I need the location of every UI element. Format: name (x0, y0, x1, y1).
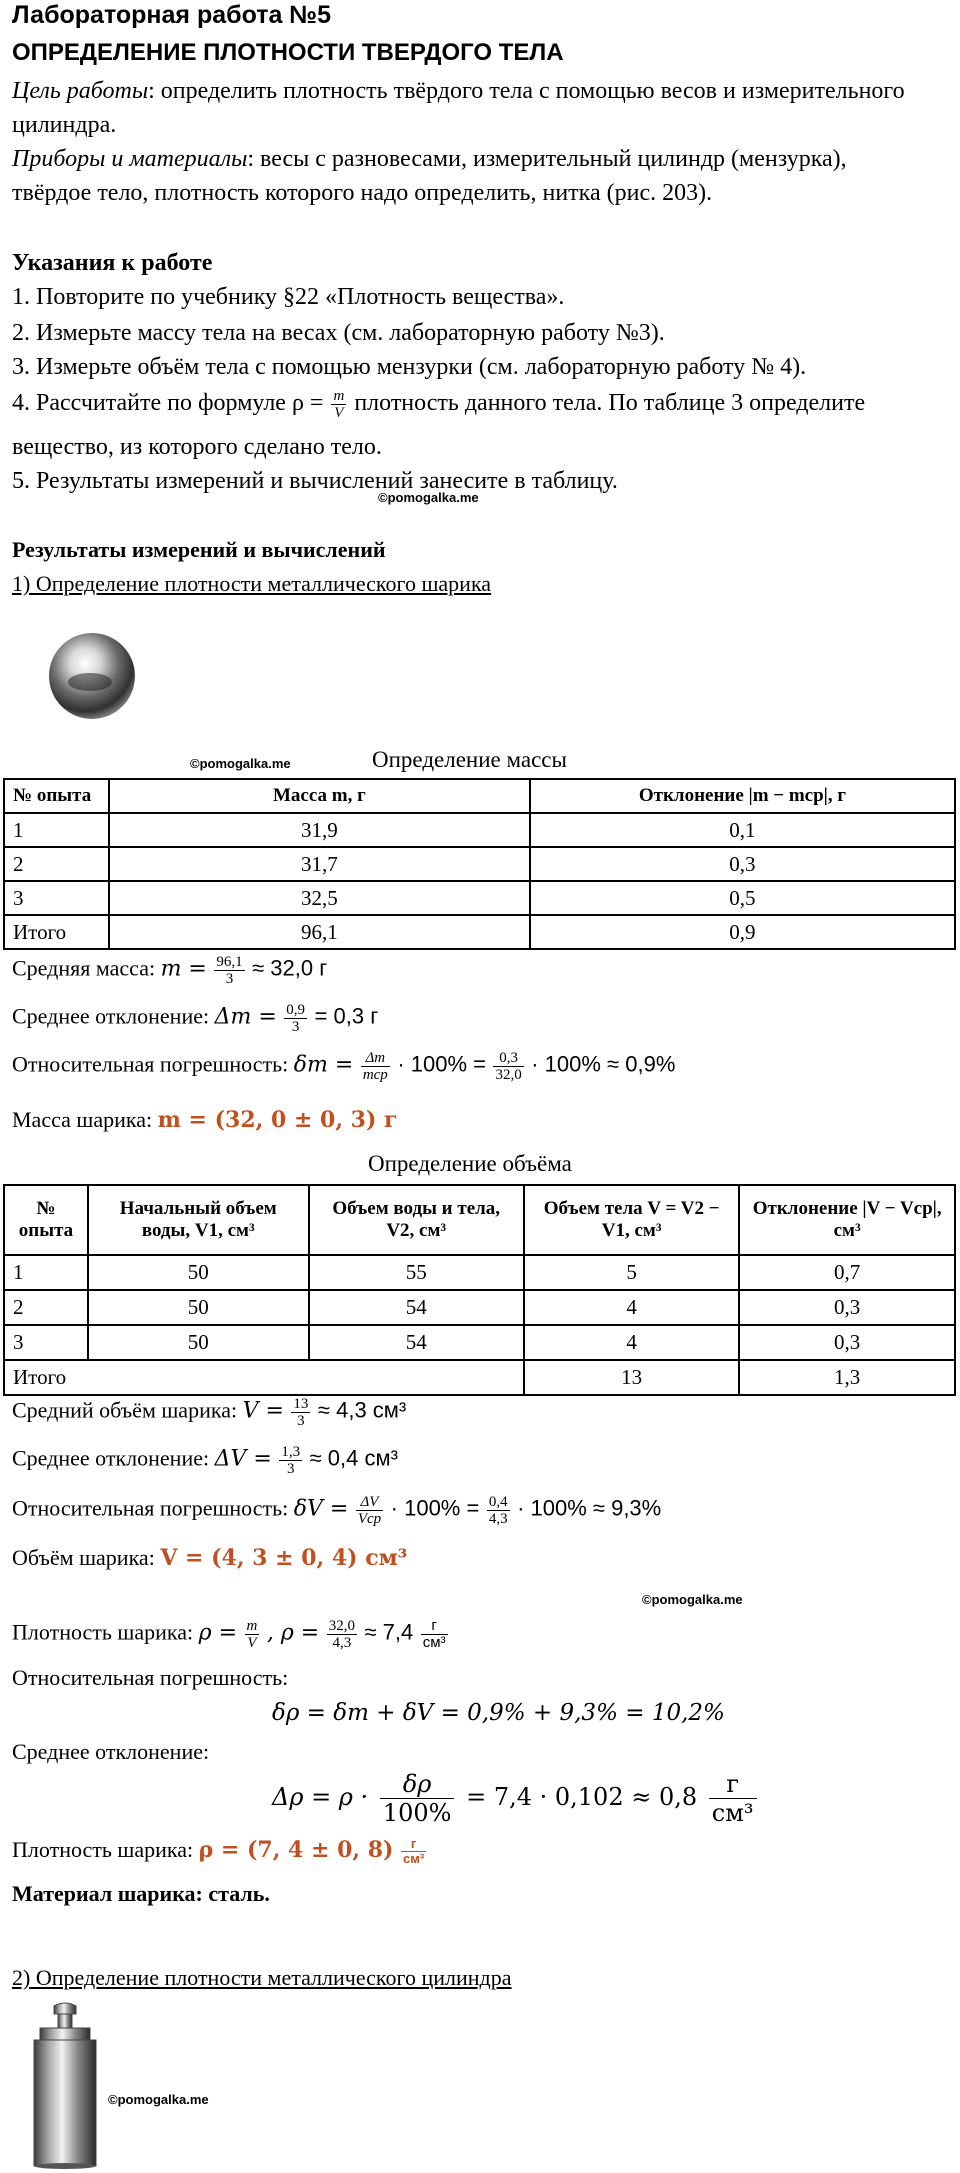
volume-table (3, 1184, 956, 1396)
density-result-unit-den: см³ (402, 1851, 425, 1867)
density-dev-formula (272, 1770, 761, 1827)
volume-dev-num: 1,3 (281, 1444, 301, 1460)
volume-relative-error-line (12, 1494, 661, 1527)
step4-den: V (334, 405, 344, 421)
table-cell: 0,3 (739, 1290, 955, 1325)
volume-rel-num1: ΔV (356, 1494, 383, 1511)
equipment-line-2: твёрдое тело, плотность которого надо определить, нитка (рис. 203). (12, 180, 713, 206)
table-cell: 55 (309, 1255, 524, 1290)
volume-header-v1: Начальный объем воды, V1, см³ (88, 1185, 309, 1255)
volume-rel-label: Относительная погрешность: (12, 1495, 289, 1521)
volume-rel-fraction-1 (356, 1494, 383, 1527)
mass-header-mass: Масса m, г (109, 779, 530, 813)
density-rel-label: Относительная погрешность: (12, 1665, 289, 1690)
mass-dev-post: = 0,3 г (314, 1003, 379, 1029)
table-row (4, 813, 955, 847)
density-result-unit (401, 1837, 426, 1866)
instruction-step-2: 2. Измерьте массу тела на весах (см. лабораторную работу №3). (12, 320, 665, 346)
volume-dev-label: Среднее отклонение: (12, 1445, 210, 1471)
volume-header-v2: Объем воды и тела, V2, см³ (309, 1185, 524, 1255)
density-v-fraction (327, 1618, 357, 1651)
table-row (4, 1290, 955, 1325)
table-cell: 0,5 (530, 881, 955, 915)
instruction-step-3: 3. Измерьте объём тела с помощью мензурки (см. лабораторную работу № 4). (12, 354, 807, 380)
mass-deviation-line (12, 1002, 378, 1035)
instructions-heading: Указания к работе (12, 250, 213, 276)
goal-text: : определить плотность твёрдого тела с помощью весов и измерительного (148, 78, 905, 104)
density-rel-formula: δρ = δm + δV = 0,9% + 9,3% = 10,2% (272, 1700, 725, 1726)
table-cell: 13 (524, 1360, 739, 1395)
volume-rel-post: · 100% ≈ 9,3% (517, 1495, 662, 1521)
volume-rel-den1: Vср (357, 1511, 382, 1527)
mass-rel-post: · 100% ≈ 0,9% (531, 1051, 676, 1077)
lab-title: Лабораторная работа №5 (12, 1, 332, 29)
instruction-step-4-line-2: вещество, из которого сделано тело. (12, 434, 382, 460)
table-cell: 31,9 (109, 813, 530, 847)
instruction-step-4 (12, 388, 865, 421)
table-cell: 1,3 (739, 1360, 955, 1395)
volume-result-label: Объём шарика: (12, 1545, 155, 1570)
density-v-post: ≈ 7,4 (364, 1619, 414, 1645)
mass-result-line (12, 1106, 398, 1134)
mass-dev-fraction (284, 1002, 307, 1035)
volume-rel-den2: 4,3 (488, 1511, 508, 1527)
table-cell: Итого (4, 915, 109, 949)
instruction-step-5: 5. Результаты измерений и вычислений занесите в таблицу. (12, 468, 618, 494)
volume-dev-den: 3 (286, 1461, 295, 1477)
mass-rel-den1: mср (362, 1067, 388, 1083)
density-f-pre: ρ = (198, 1620, 238, 1646)
volume-header-v: Объем тела V = V2 − V1, см³ (524, 1185, 739, 1255)
watermark-1: ©pomogalka.me (378, 490, 479, 505)
density-dev-fraction (380, 1770, 455, 1827)
table-cell: 50 (88, 1255, 309, 1290)
density-dev-unit-num: г (709, 1770, 757, 1799)
table-cell: 54 (309, 1325, 524, 1360)
mass-average-line (12, 954, 327, 987)
table-row-total (4, 915, 955, 949)
density-v-num: 32,0 (328, 1618, 355, 1634)
mass-table (3, 778, 956, 950)
step4-pre: 4. Рассчитайте по формуле ρ = (12, 390, 324, 417)
density-result-label: Плотность шарика: (12, 1837, 194, 1862)
metal-cylinder-image (20, 2000, 110, 2170)
instruction-step-1: 1. Повторите по учебнику §22 «Плотность вещества». (12, 284, 565, 310)
density-dev-pre: Δρ = ρ · (272, 1783, 369, 1811)
mass-dev-den: 3 (291, 1019, 300, 1035)
density-dev-num: δρ (380, 1770, 455, 1799)
volume-avg-label: Средний объём шарика: (12, 1397, 238, 1423)
mass-relative-error-line (12, 1050, 675, 1083)
table-cell: 0,7 (739, 1255, 955, 1290)
part2-title: 2) Определение плотности металлического цилиндра (12, 1965, 512, 1990)
equipment-label: Приборы и материалы (12, 146, 248, 172)
equipment-text: : весы с разновесами, измерительный цилиндр (мензурка), (247, 146, 847, 172)
mass-result-label: Масса шарика: (12, 1107, 153, 1132)
density-dev-label: Среднее отклонение: (12, 1739, 210, 1764)
table-cell: 4 (524, 1290, 739, 1325)
mass-avg-post: ≈ 32,0 г (252, 955, 328, 981)
mass-dev-num: 0,9 (286, 1002, 306, 1018)
volume-header-trial: № опыта (4, 1185, 88, 1255)
mass-rel-pre: δm = (293, 1052, 354, 1078)
mass-rel-mid: · 100% = (397, 1051, 486, 1077)
watermark-4: ©pomogalka.me (108, 2092, 209, 2107)
mass-avg-fraction (214, 954, 244, 987)
density-dev-den: 100% (382, 1799, 452, 1827)
volume-rel-pre: δV = (293, 1496, 349, 1522)
volume-rel-mid: · 100% = (390, 1495, 480, 1521)
table-cell: 0,1 (530, 813, 955, 847)
mass-rel-den2: 32,0 (495, 1067, 522, 1083)
watermark-2: ©pomogalka.me (190, 756, 291, 771)
subject-title: ОПРЕДЕЛЕНИЕ ПЛОТНОСТИ ТВЕРДОГО ТЕЛА (12, 39, 564, 66)
material-line: Материал шарика: сталь. (12, 1881, 270, 1906)
density-unit-den: см³ (422, 1634, 446, 1651)
mass-header-trial: № опыта (4, 779, 109, 813)
table-cell: 1 (4, 813, 109, 847)
table-cell: 0,3 (739, 1325, 955, 1360)
volume-table-header (4, 1185, 955, 1255)
volume-dev-fraction (279, 1444, 302, 1477)
mass-avg-pre: m = (160, 956, 207, 982)
density-line (12, 1618, 450, 1651)
density-result-value: ρ = (7, 4 ± 0, 8) (198, 1837, 394, 1863)
table-cell: 32,5 (109, 881, 530, 915)
equipment-line-1 (12, 144, 847, 174)
mass-table-header (4, 779, 955, 813)
step4-fraction (331, 388, 346, 421)
density-dev-unit-den: см³ (711, 1799, 754, 1827)
table-cell: 96,1 (109, 915, 530, 949)
density-v-den: 4,3 (332, 1635, 352, 1651)
mass-table-caption: Определение массы (372, 747, 567, 772)
table-cell: 50 (88, 1325, 309, 1360)
mass-rel-fraction-2 (493, 1050, 523, 1083)
volume-table-caption: Определение объёма (368, 1151, 572, 1176)
volume-rel-fraction-2 (487, 1494, 510, 1527)
volume-result-line (12, 1544, 407, 1572)
table-cell: 54 (309, 1290, 524, 1325)
goal-line-1 (12, 76, 905, 106)
density-f-mid: , ρ = (266, 1620, 320, 1646)
table-cell: 31,7 (109, 847, 530, 881)
mass-rel-num2: 0,3 (493, 1050, 523, 1067)
volume-avg-den: 3 (297, 1413, 305, 1429)
volume-dev-post: ≈ 0,4 см³ (309, 1445, 398, 1471)
volume-avg-post: ≈ 4,3 см³ (317, 1397, 407, 1423)
density-unit-num: г (421, 1618, 448, 1635)
table-cell: 2 (4, 1290, 88, 1325)
table-row (4, 847, 955, 881)
table-cell: 5 (524, 1255, 739, 1290)
density-f-fraction (245, 1618, 260, 1651)
goal-label: Цель работы (12, 78, 149, 104)
table-cell: 3 (4, 1325, 88, 1360)
mass-rel-label: Относительная погрешность: (12, 1051, 289, 1077)
table-cell: 1 (4, 1255, 88, 1290)
mass-avg-num: 96,1 (216, 954, 243, 970)
table-cell: 50 (88, 1290, 309, 1325)
density-f-num: m (246, 1618, 258, 1634)
mass-rel-fraction-1 (361, 1050, 390, 1083)
step4-num: m (333, 388, 345, 404)
mass-dev-label: Среднее отклонение: (12, 1003, 210, 1029)
volume-result-value: V = (4, 3 ± 0, 4) см³ (160, 1545, 408, 1571)
volume-rel-num2: 0,4 (488, 1494, 508, 1510)
part1-title: 1) Определение плотности металлического шарика (12, 571, 492, 596)
table-row (4, 1255, 955, 1290)
goal-line-2: цилиндра. (12, 112, 117, 138)
table-cell: Итого (4, 1360, 524, 1395)
table-row (4, 1325, 955, 1360)
step4-post: плотность данного тела. По таблице 3 определите (354, 390, 866, 417)
metal-ball-image (44, 628, 140, 724)
table-cell: 4 (524, 1325, 739, 1360)
volume-avg-pre: V = (242, 1398, 284, 1424)
density-f-den: V (247, 1635, 257, 1651)
density-label: Плотность шарика: (12, 1619, 194, 1645)
mass-rel-num1: Δm (361, 1050, 390, 1067)
mass-avg-label: Средняя масса: (12, 955, 156, 981)
mass-header-deviation: Отклонение |m − mср|, г (530, 779, 955, 813)
density-unit-fraction (421, 1618, 448, 1651)
table-cell: 3 (4, 881, 109, 915)
volume-deviation-line (12, 1444, 398, 1477)
results-heading: Результаты измерений и вычислений (12, 537, 386, 562)
table-cell: 2 (4, 847, 109, 881)
table-row-total (4, 1360, 955, 1395)
mass-dev-pre: Δm = (214, 1004, 277, 1030)
volume-header-deviation: Отклонение |V − Vср|, см³ (739, 1185, 955, 1255)
volume-dev-pre: ΔV = (214, 1446, 272, 1472)
density-dev-unit (709, 1770, 757, 1827)
watermark-3: ©pomogalka.me (642, 1592, 743, 1607)
volume-avg-fraction (291, 1396, 310, 1429)
volume-avg-num: 13 (293, 1396, 309, 1412)
volume-average-line (12, 1396, 406, 1429)
density-result-unit-num: г (401, 1837, 426, 1852)
table-cell: 0,3 (530, 847, 955, 881)
density-dev-post: = 7,4 · 0,102 ≈ 0,8 (466, 1783, 698, 1811)
table-cell: 0,9 (530, 915, 955, 949)
mass-result-value: m = (32, 0 ± 0, 3) г (157, 1107, 398, 1133)
mass-avg-den: 3 (225, 971, 234, 987)
table-row (4, 881, 955, 915)
density-result-line (12, 1836, 428, 1866)
